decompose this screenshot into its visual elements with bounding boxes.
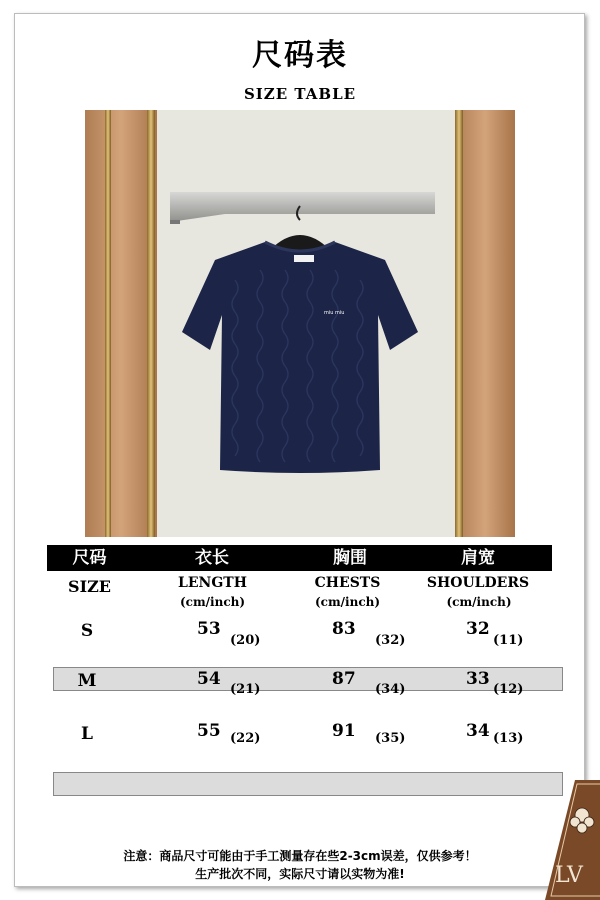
header-length-en: LENGTH bbox=[178, 575, 247, 591]
product-photo bbox=[85, 110, 515, 537]
note-line-2: 生产批次不同，实际尺寸请以实物为准! bbox=[195, 867, 405, 881]
header-length-cn: 衣长 bbox=[195, 548, 229, 568]
row-l-shoulder-in: (13) bbox=[493, 731, 524, 746]
svg-text:LV: LV bbox=[555, 863, 583, 888]
right-wood-panel bbox=[455, 110, 515, 537]
header-shoulder-en: SHOULDERS bbox=[426, 575, 530, 591]
row-m-chest-in: (34) bbox=[375, 682, 406, 697]
note-line-1: 注意：商品尺寸可能由于手工测量存在些2-3cm误差，仅供参考！ bbox=[123, 849, 477, 863]
row-m-length-in: (21) bbox=[230, 682, 261, 697]
row-s-length-in: (20) bbox=[230, 633, 261, 648]
row-l-length-in: (22) bbox=[230, 731, 261, 746]
page-subtitle: SIZE TABLE bbox=[243, 85, 357, 103]
left-gold-trim-2 bbox=[147, 110, 155, 537]
left-gold-trim bbox=[105, 110, 111, 537]
header-chest-unit: (cm/inch) bbox=[314, 595, 381, 609]
header-length-unit: (cm/inch) bbox=[179, 595, 246, 609]
row-m-shoulder-cm: 33 bbox=[466, 669, 490, 689]
row-m-size: M bbox=[77, 671, 97, 691]
row-s-shoulder-in: (11) bbox=[493, 633, 524, 648]
header-chest-en: CHESTS bbox=[314, 575, 381, 591]
logo-watermark-icon bbox=[535, 780, 600, 900]
row-l-shoulder-cm: 34 bbox=[466, 721, 490, 741]
right-gold-trim bbox=[455, 110, 463, 537]
row-l-chest-in: (35) bbox=[375, 731, 406, 746]
row-l-chest-cm: 91 bbox=[332, 721, 356, 741]
row-m-chest-cm: 87 bbox=[332, 669, 356, 689]
row-s-chest-in: (32) bbox=[375, 633, 406, 648]
left-wood-panel bbox=[85, 110, 157, 537]
header-chest-cn: 胸围 bbox=[333, 548, 367, 568]
empty-row-highlight bbox=[53, 772, 563, 796]
header-size-en: SIZE bbox=[68, 577, 111, 596]
page-title: 尺码表 bbox=[252, 38, 348, 73]
garment-logo: miu miu bbox=[324, 310, 345, 316]
header-size-cn: 尺码 bbox=[72, 548, 107, 568]
row-l-length-cm: 55 bbox=[197, 721, 221, 741]
row-m-shoulder-in: (12) bbox=[493, 682, 524, 697]
row-s-length-cm: 53 bbox=[197, 619, 221, 639]
row-s-shoulder-cm: 32 bbox=[466, 619, 490, 639]
row-s-chest-cm: 83 bbox=[332, 619, 356, 639]
row-l-size: L bbox=[81, 724, 93, 744]
neck-label bbox=[294, 255, 314, 262]
header-shoulder-cn: 肩宽 bbox=[461, 548, 495, 568]
row-m-length-cm: 54 bbox=[197, 669, 221, 689]
row-s-size: S bbox=[80, 621, 94, 641]
header-shoulder-unit: (cm/inch) bbox=[446, 595, 512, 609]
